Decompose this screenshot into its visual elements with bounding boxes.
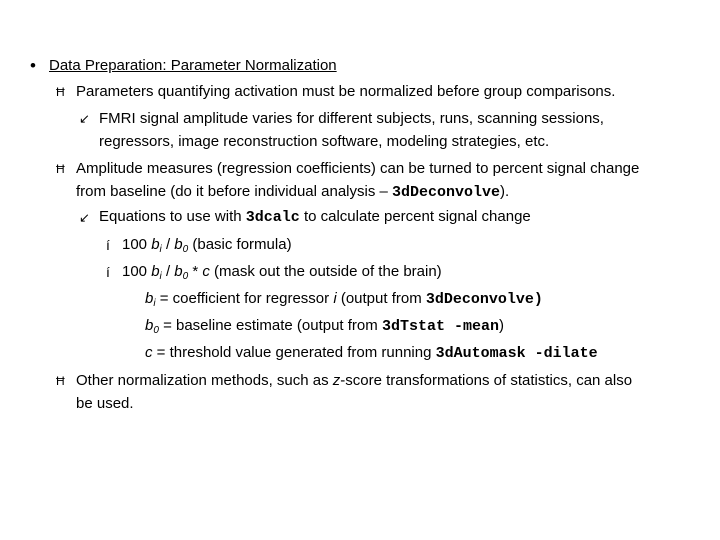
point-amplitude-line1: Amplitude measures (regression coefficients) can be turned to percent signal change xyxy=(76,160,640,177)
point-normalize: Parameters quantifying activation must be normalized before group comparisons. xyxy=(76,83,616,100)
formula-basic: 100 $b_i / b_0$ (basic formula) xyxy=(122,236,292,255)
subpoint-fmri-line1: FMRI signal amplitude varies for different subjects, runs, scanning sessions, xyxy=(99,110,604,127)
subpoint-equations: Equations to use with 3dcalc to calculate percent signal change xyxy=(99,208,531,226)
level1-bullet-icon: Ħ xyxy=(56,85,65,99)
level2-arrow-icon: ↙ xyxy=(79,210,90,225)
definition-b0: $b_0$ = baseline estimate (output from 3dTstat -mean) xyxy=(145,317,504,336)
level2-arrow-icon: ↙ xyxy=(79,111,90,126)
heading: Data Preparation: Parameter Normalization xyxy=(49,57,337,74)
point-other-line1: Other normalization methods, such as z-score transformations of statistics, can also xyxy=(76,372,633,389)
subpoint-fmri-line2: regressors, image reconstruction software, modeling strategies, etc. xyxy=(99,133,550,150)
level3-bullet-icon: í xyxy=(106,264,110,280)
definition-bi: $b_i$ = coefficient for regressor i (output from 3dDeconvolve) xyxy=(145,290,543,309)
main-bullet: • xyxy=(30,56,36,75)
point-other-line2: be used. xyxy=(76,395,134,412)
level3-bullet-icon: í xyxy=(106,237,110,253)
level1-bullet-icon: Ħ xyxy=(56,374,65,388)
formula-masked: 100 $b_i / b_0$ * c (mask out the outside of the brain) xyxy=(122,263,442,282)
level1-bullet-icon: Ħ xyxy=(56,162,65,176)
definition-c: c = threshold value generated from running 3dAutomask -dilate xyxy=(145,344,598,362)
point-amplitude-line2: from baseline (do it before individual analysis – 3dDeconvolve). xyxy=(76,183,510,201)
